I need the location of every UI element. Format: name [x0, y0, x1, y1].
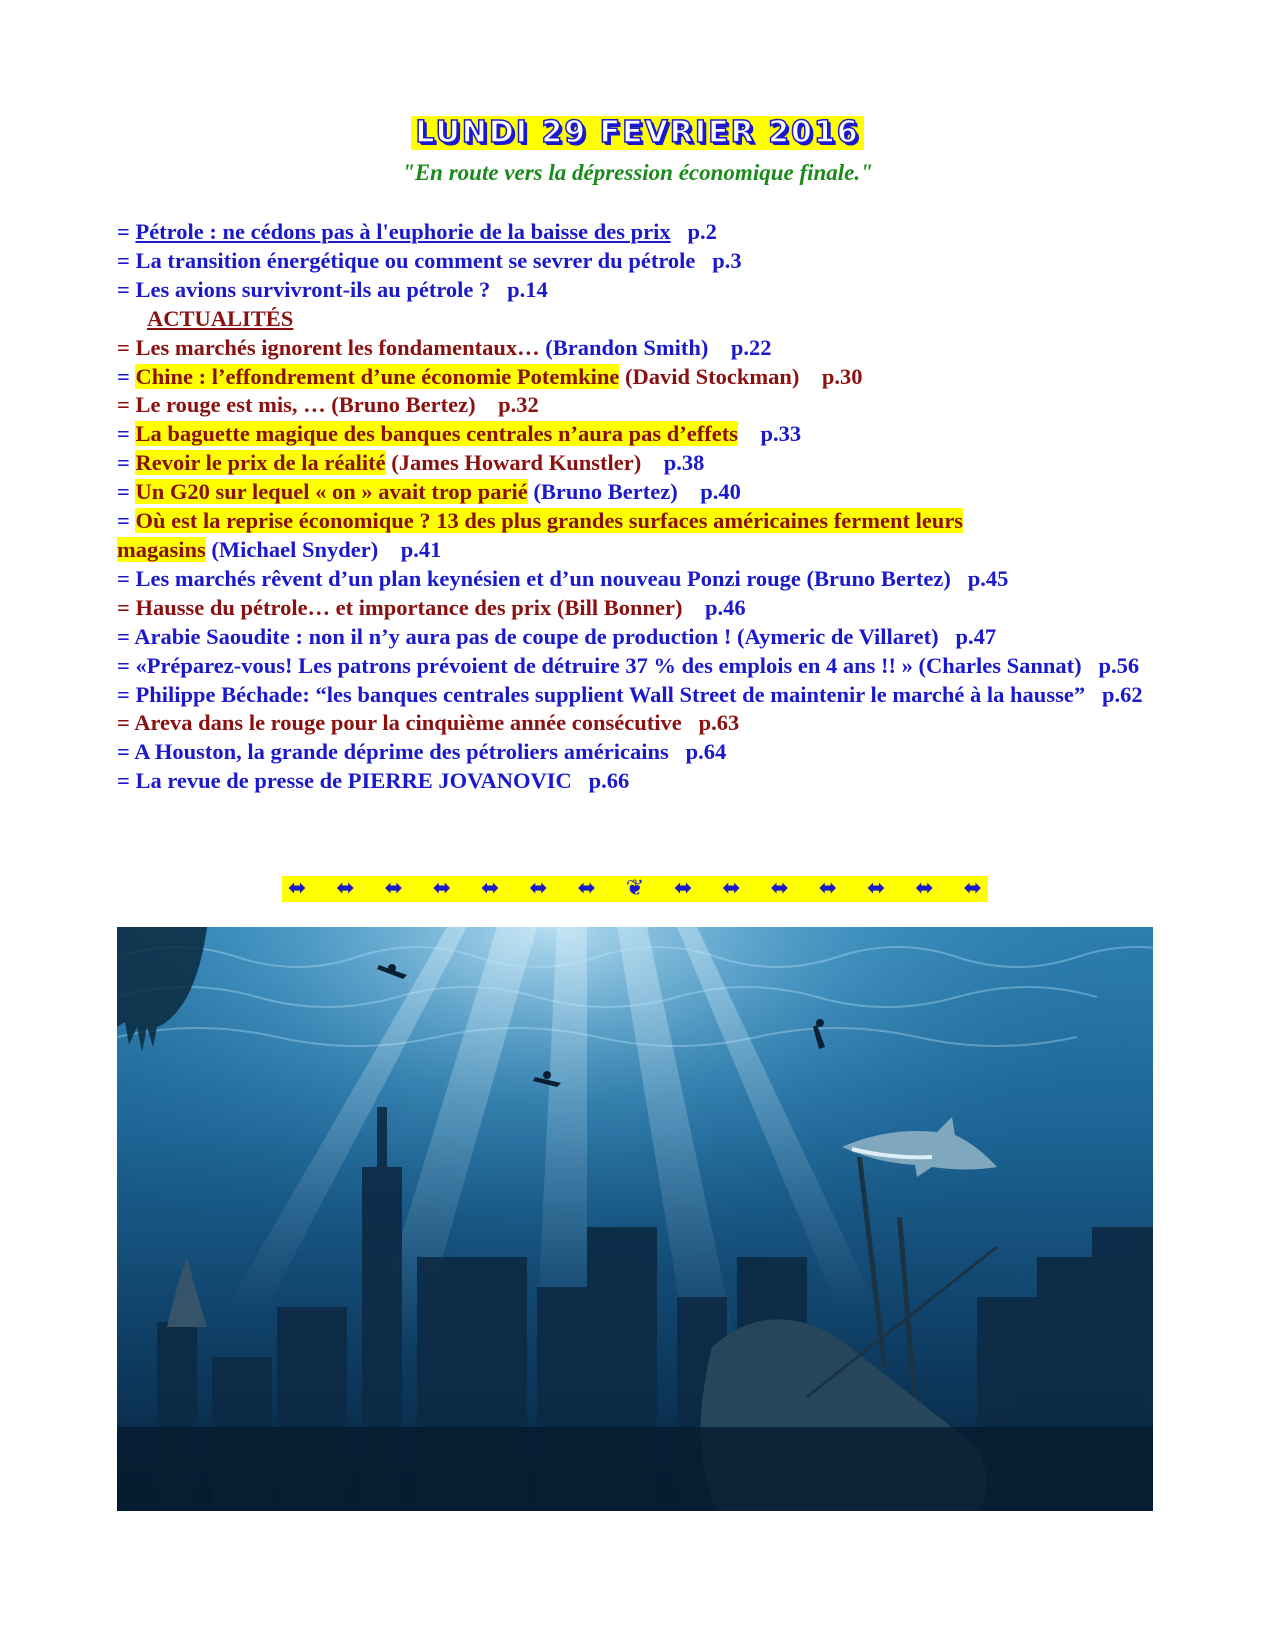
- toc-title: Revoir le prix de la réalité: [135, 450, 386, 476]
- toc-title: Philippe Béchade: “les banques centrales supplient Wall Street de maintenir le marché à la hausse”: [135, 681, 1086, 707]
- center-ornament-icon: ❦: [625, 876, 645, 901]
- toc-item[interactable]: [117, 218, 1167, 247]
- toc-item[interactable]: [117, 709, 1167, 738]
- toc-item[interactable]: [117, 594, 1167, 623]
- toc-prefix: =: [117, 450, 136, 476]
- toc-prefix: =: [117, 421, 136, 447]
- toc-prefix: =: [117, 276, 136, 302]
- toc-author: (James Howard Kunstler): [391, 450, 642, 476]
- toc-page: p.66: [588, 768, 630, 794]
- arrow-ornament-icon: ⬌: [529, 876, 548, 901]
- toc-page: p.41: [400, 536, 442, 562]
- arrow-ornament-icon: ⬌: [818, 876, 838, 901]
- toc-author: (Michael Snyder): [211, 536, 379, 562]
- toc-prefix: =: [117, 768, 136, 794]
- section-heading: [117, 305, 1167, 334]
- toc-prefix: =: [117, 479, 136, 505]
- toc-page: p.40: [700, 479, 741, 505]
- date-title: LUNDI 29 FEVRIER 2016: [411, 116, 863, 150]
- arrow-ornament-icon: ⬌: [288, 876, 307, 901]
- page-header: [0, 116, 1275, 150]
- toc-item[interactable]: [117, 652, 1167, 681]
- toc-title: Les marchés ignorent les fondamentaux…: [135, 334, 540, 360]
- toc-page: p.32: [498, 392, 539, 418]
- toc-item[interactable]: [117, 334, 1167, 363]
- toc-prefix: =: [117, 508, 136, 534]
- toc-prefix: =: [117, 219, 136, 244]
- toc-title: Areva dans le rouge pour la cinquième année consécutive: [134, 710, 682, 736]
- toc-page: p.2: [687, 219, 717, 244]
- toc-prefix: =: [117, 565, 136, 591]
- toc-item[interactable]: [117, 449, 1167, 478]
- toc-item[interactable]: [117, 767, 1167, 796]
- arrow-ornament-icon: ⬌: [577, 876, 596, 901]
- arrow-ornament-icon: ⬌: [432, 876, 452, 901]
- arrow-ornament-icon: ⬌: [770, 876, 789, 901]
- toc-item[interactable]: [117, 420, 1167, 449]
- toc-title: La revue de presse de PIERRE JOVANOVIC: [135, 768, 572, 794]
- toc-prefix: =: [117, 681, 136, 707]
- toc-prefix: =: [117, 334, 136, 360]
- toc-prefix: =: [117, 363, 136, 389]
- toc-title-line2: magasins: [117, 536, 206, 562]
- arrow-ornament-icon: ⬌: [336, 876, 355, 901]
- arrow-ornament-icon: ⬌: [384, 876, 403, 901]
- toc-item[interactable]: [117, 623, 1167, 652]
- toc-item[interactable]: [117, 565, 1167, 594]
- toc-prefix: =: [117, 392, 136, 418]
- toc-title: A Houston, la grande déprime des pétroliers américains: [134, 739, 669, 765]
- toc-title: Hausse du pétrole… et importance des prix: [135, 594, 552, 620]
- arrow-ornament-icon: ⬌: [674, 876, 693, 901]
- toc-page: p.30: [821, 363, 863, 389]
- toc-author: (Bruno Bertez): [533, 479, 678, 505]
- toc-prefix: =: [117, 652, 136, 678]
- toc-author: (Brandon Smith): [545, 334, 709, 360]
- arrow-ornament-icon: ⬌: [963, 876, 982, 901]
- toc-title: «Préparez-vous! Les patrons prévoient de détruire 37 % des emplois en 4 ans !! » (Charles Sannat): [135, 652, 1082, 678]
- toc-author: (Bill Bonner): [556, 594, 683, 620]
- toc-item[interactable]: [117, 391, 1167, 420]
- toc-item[interactable]: [117, 738, 1167, 767]
- arrow-ornament-icon: ⬌: [867, 876, 886, 901]
- toc-title: Chine : l’effondrement d’une économie Potemkine: [135, 363, 620, 389]
- toc-prefix: =: [117, 623, 135, 649]
- toc-page: p.45: [967, 565, 1009, 591]
- toc-title-link[interactable]: Pétrole : ne cédons pas à l'euphorie de la baisse des prix: [135, 219, 671, 244]
- toc-prefix: =: [117, 739, 135, 765]
- toc-prefix: =: [117, 594, 136, 620]
- arrow-ornament-icon: ⬌: [722, 876, 741, 901]
- table-of-contents: [117, 218, 1167, 796]
- toc-title: La transition énergétique ou comment se sevrer du pétrole: [135, 247, 696, 273]
- toc-title: Un G20 sur lequel « on » avait trop parié: [135, 479, 528, 505]
- toc-page: p.64: [685, 739, 727, 765]
- toc-prefix: =: [117, 710, 135, 736]
- toc-title: Arabie Saoudite : non il n’y aura pas de coupe de production ! (Aymeric de Villaret): [134, 623, 939, 649]
- toc-item-continuation[interactable]: [117, 536, 1167, 565]
- toc-page: p.47: [955, 623, 997, 649]
- toc-title: Le rouge est mis, …: [135, 392, 326, 418]
- toc-page: p.63: [698, 710, 740, 736]
- toc-page: p.33: [760, 421, 802, 447]
- toc-prefix: =: [117, 247, 136, 273]
- toc-page: p.62: [1101, 681, 1143, 707]
- underwater-city-illustration: [117, 927, 1153, 1511]
- toc-title: Les marchés rêvent d’un plan keynésien et d’un nouveau Ponzi rouge (Bruno Bertez): [135, 565, 951, 591]
- toc-page: p.14: [507, 276, 548, 302]
- toc-item[interactable]: [117, 507, 1167, 536]
- toc-item[interactable]: [117, 276, 1167, 305]
- arrow-ornament-icon: ⬌: [915, 876, 934, 901]
- toc-page: p.3: [712, 247, 742, 273]
- section-title: ACTUALITÉS: [147, 305, 294, 331]
- toc-page: p.46: [705, 594, 746, 620]
- toc-title: La baguette magique des banques centrales n’aura pas d’effets: [135, 421, 738, 447]
- toc-author: (Bruno Bertez): [331, 392, 476, 418]
- arrow-ornament-icon: ⬌: [481, 876, 500, 901]
- toc-page: p.56: [1098, 652, 1140, 678]
- toc-title-line1: Où est la reprise économique ? 13 des plus grandes surfaces américaines ferment leurs: [135, 508, 964, 534]
- toc-item[interactable]: [117, 478, 1167, 507]
- decorative-divider: [282, 876, 988, 902]
- toc-item[interactable]: [117, 681, 1167, 710]
- toc-item[interactable]: [117, 363, 1167, 392]
- toc-author: (David Stockman): [624, 363, 800, 389]
- subtitle-quote: "En route vers la dépression économique finale.": [402, 160, 873, 185]
- toc-item[interactable]: [117, 247, 1167, 276]
- toc-title: Les avions survivront-ils au pétrole ?: [135, 276, 491, 302]
- toc-page: p.22: [730, 334, 772, 360]
- toc-page: p.38: [663, 450, 705, 476]
